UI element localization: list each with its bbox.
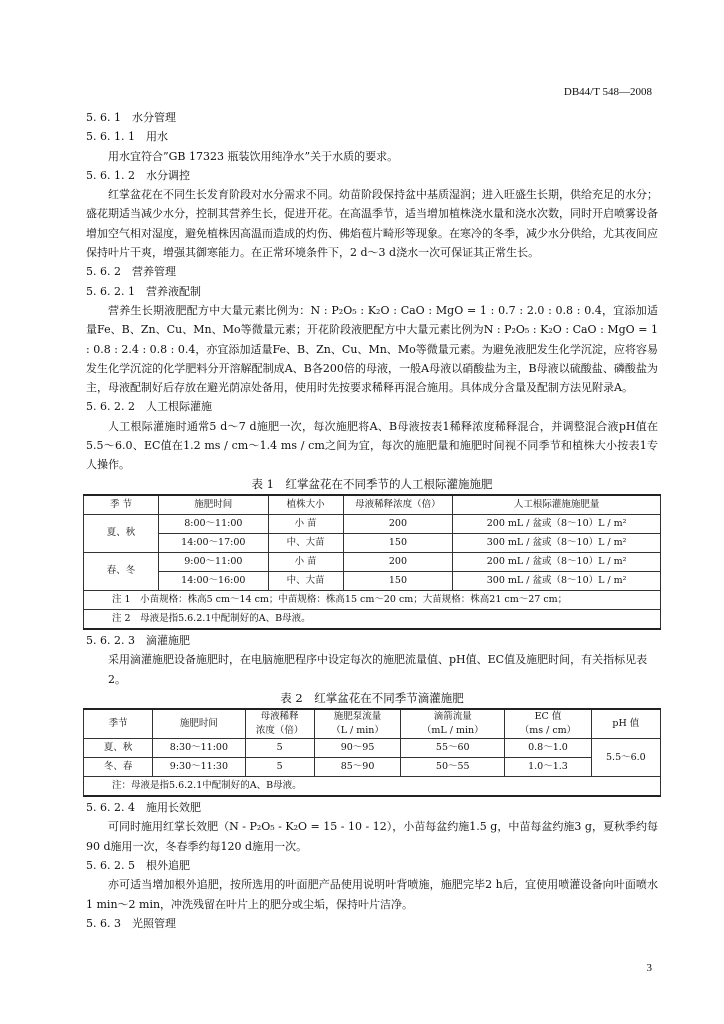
section-5-6-1-2-heading: 5. 6. 1. 2 水分调控 [86,168,190,182]
table-cell: 200 [343,552,453,571]
table-row [84,739,661,758]
section-5-6-2-2-text: 人工根际灌施时通常5 d～7 d施肥一次，每次施肥将A、B母液按表1稀释浓度稀释混合，并调整混合液pH值在5.5～6.0、EC值在1.2 ms / cm～1.4 ms / cm之间为宜，每次的施肥量和施肥时间视不同季节和植株大小按表1专人操作。 [86,419,658,472]
document-body [86,108,658,933]
header-line: 母液稀释 [260,711,299,723]
table-row [84,552,661,571]
table-cell: 50～55 [401,758,505,777]
table-cell: 9:30～11:30 [153,758,245,777]
section-5-6-2-1-heading: 5. 6. 2. 1 营养液配制 [86,284,201,298]
table-header-cell [401,709,505,739]
table-2-caption: 表 2 红掌盆花在不同季节滴灌施肥 [280,690,464,705]
table-cell: 8:00～11:00 [159,514,269,533]
table-1-note-2: 注 2 母液是指5.6.2.1中配制好的A、B母液。 [84,609,661,629]
table-header-cell [314,709,401,739]
table-header-row [84,495,661,515]
table-cell: 150 [343,533,453,552]
section-5-6-1-1-heading: 5. 6. 1. 1 用水 [86,130,168,144]
table-cell: 春、冬 [84,552,159,590]
section-5-6-1-1-text: 用水宜符合”GB 17323 瓶装饮用纯净水”关于水质的要求。 [108,149,399,163]
table-note-row [84,590,661,609]
table-cell: 300 mL / 盆或（8～10）L / m² [453,533,661,552]
table-cell: 200 mL / 盆或（8～10）L / m² [453,552,661,571]
section-5-6-2-3-heading: 5. 6. 2. 3 滴灌施肥 [86,633,190,647]
table-header-cell: 母液稀释浓度（倍） [343,495,453,515]
table-header-cell: 季 节 [84,495,159,515]
table-cell: 90～95 [314,739,401,758]
table-header-row [84,709,661,739]
header-line: 施肥泵流量 [333,711,382,723]
section-5-6-2-3-text: 采用滴灌施肥设备施肥时，在电脑施肥程序中设定每次的施肥流量值、pH值、EC值及施肥时间，有关指标见表2。 [108,653,648,686]
page-number: 3 [646,962,652,974]
table-cell: 中、大苗 [268,571,343,590]
section-5-6-2-2-heading: 5. 6. 2. 2 人工根际灌施 [86,400,212,414]
section-5-6-2-4-heading: 5. 6. 2. 4 施用长效肥 [86,801,201,815]
table-header-cell [245,709,314,739]
table-header-cell: 施肥时间 [153,709,245,739]
table-row [84,533,661,552]
table-header-cell [505,709,592,739]
table-row [84,758,661,777]
table-row [84,571,661,590]
section-5-6-1-heading: 5. 6. 1 水分管理 [86,111,176,124]
table-header-cell: 季节 [84,709,153,739]
table-2 [83,708,661,797]
table-cell: 夏、秋 [84,739,153,758]
table-header-cell: 植株大小 [268,495,343,515]
table-row [84,514,661,533]
table-cell: 200 [343,514,453,533]
section-5-6-2-5-text: 亦可适当增加根外追肥，按所选用的叶面肥产品使用说明叶背喷施，施肥完毕2 h后，宜使用喷灌设备向叶面喷水1 min～2 min，冲洗残留在叶片上的肥分或尘垢，保持叶片洁净。 [86,878,658,911]
table-cell: 8:30～11:00 [153,739,245,758]
header-line: 滴箭流量 [433,711,472,723]
table-cell: 0.8～1.0 [505,739,592,758]
header-line: 浓度（倍） [255,725,304,737]
table-1 [83,494,661,630]
table-note-row [84,777,661,797]
table-cell: 小 苗 [268,514,343,533]
section-5-6-2-heading: 5. 6. 2 营养管理 [86,265,176,279]
table-cell: 55～60 [401,739,505,758]
table-cell: 夏、秋 [84,514,159,552]
table-cell: 1.0～1.3 [505,758,592,777]
table-cell: 5 [245,739,314,758]
header-line: （mL / min） [421,725,484,737]
table-cell: 5.5～6.0 [591,739,660,777]
table-cell: 9:00～11:00 [159,552,269,571]
table-cell: 14:00～16:00 [159,571,269,590]
table-cell: 中、大苗 [268,533,343,552]
table-2-note: 注：母液是指5.6.2.1中配制好的A、B母液。 [84,777,661,797]
table-1-caption: 表 1 红掌盆花在不同季节的人工根际灌施施肥 [251,476,493,491]
header-line: EC 值 [534,711,562,723]
section-5-6-1-2-text: 红掌盆花在不同生长发育阶段对水分需求不同。幼苗阶段保持盆中基质湿润；进入旺盛生长期，供给充足的水分；盛花期适当减少水分，控制其营养生长，促进开花。在高温季节，适当增加植株浇水量和浇水次数，同时开启喷雾设备增加空气相对湿度，避免植株因高温而造成的灼伤、佛焰苞片畸形等现象。在寒冷的冬季，减少水分供给，尤其夜间应保持叶片干爽，增强其御寒能力。在正常环境条件下，2 d～3 d浇水一次可保证其正常生长。 [86,188,658,260]
header-line: （ms / cm） [519,725,577,737]
table-cell: 150 [343,571,453,590]
table-1-note-1: 注 1 小苗规格：株高5 cm～14 cm；中苗规格：株高15 cm～20 cm；大苗规格：株高21 cm～27 cm； [84,590,661,609]
section-5-6-2-4-text: 可同时施用红掌长效肥（N - P₂O₅ - K₂O = 15 - 10 - 12），小苗每盆约施1.5 g，中苗每盆约施3 g，夏秋季约每90 d施用一次，冬春季约每120 d施用一次。 [86,820,658,853]
table-cell: 14:00～17:00 [159,533,269,552]
table-cell: 200 mL / 盆或（8～10）L / m² [453,514,661,533]
table-cell: 5 [245,758,314,777]
section-5-6-3-heading: 5. 6. 3 光照管理 [86,916,176,930]
table-cell: 冬、春 [84,758,153,777]
standard-number-header: DB44/T 548—2008 [563,86,652,98]
section-5-6-2-5-heading: 5. 6. 2. 5 根外追肥 [86,859,190,873]
header-line: （L / min） [331,725,384,737]
table-header-cell: 施肥时间 [159,495,269,515]
table-cell: 85～90 [314,758,401,777]
table-header-cell: 人工根际灌施施肥量 [453,495,661,515]
section-5-6-2-1-text: 营养生长期液肥配方中大量元素比例为：N : P₂O₅ : K₂O : CaO : MgO = 1 : 0.7 : 2.0 : 0.8 : 0.4，宜添加适量Fe、B、Zn、Cu、Mn、Mo等微量元素；开花阶段液肥配方中大量元素比例为N : P₂O₅ : K₂O : CaO : MgO = 1 : 0.8 : 2.4 : 0.8 : 0.4，亦宜添加适量Fe、B、Zn、Cu、Mn、Mo等微量元素。为避免液肥发生化学沉淀，应将容易发生化学沉淀的化学肥料分开溶解配制成A、B各200倍的母液，一般A母液以硝酸盐为主，B母液以硫酸盐、磷酸盐为主，母液配制好后存放在避光荫凉处备用，使用时先按要求稀释再混合施用。具体成分含量及配制方法见附录A。 [86,303,658,395]
table-header-cell: pH 值 [591,709,660,739]
table-cell: 300 mL / 盆或（8～10）L / m² [453,571,661,590]
table-note-row [84,609,661,629]
table-cell: 小 苗 [268,552,343,571]
